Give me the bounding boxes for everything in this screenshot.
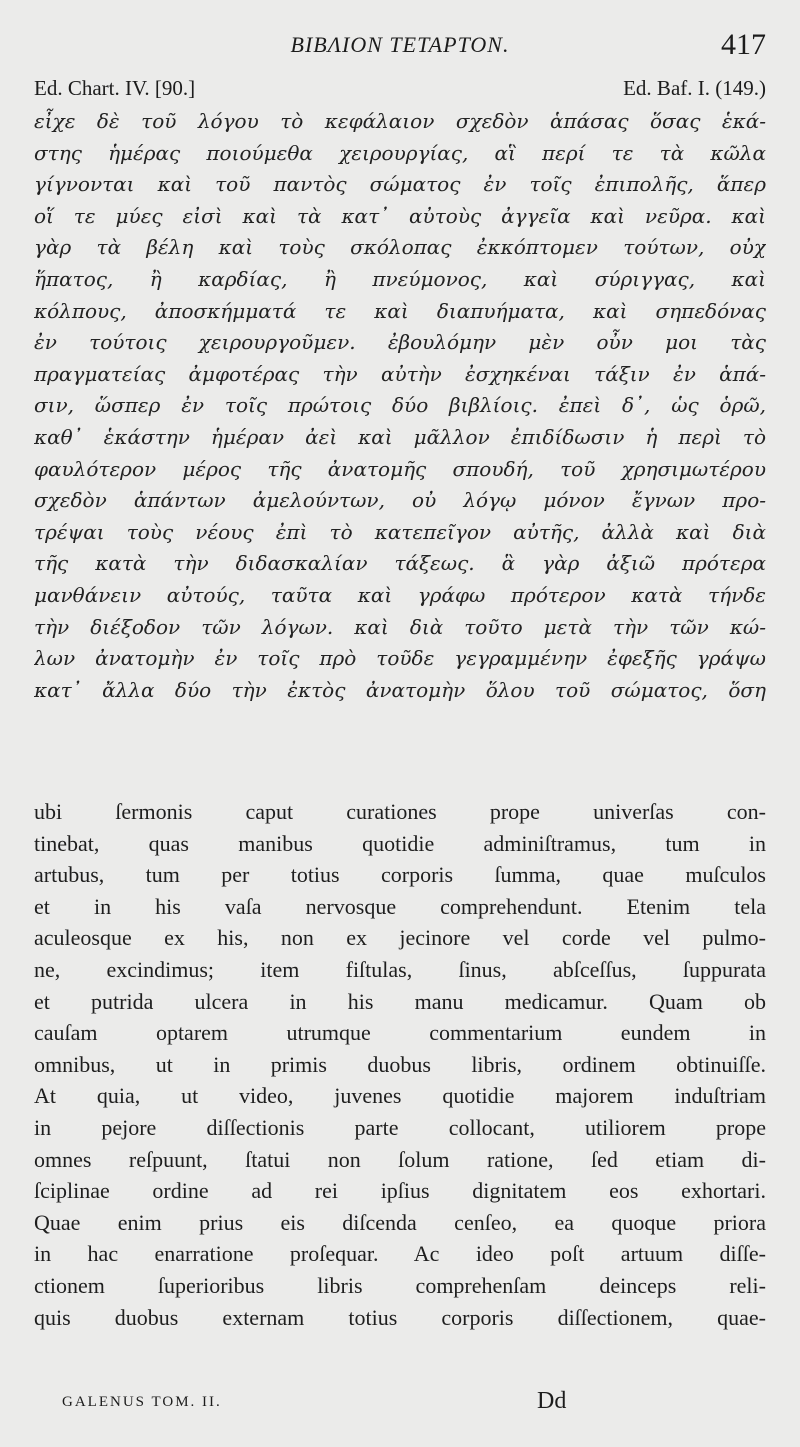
greek-text-line: τῆς κατὰ τὴν διδασκαλίαν τάξεως. ἃ γὰρ ἀξιῶ πρότερα xyxy=(34,551,766,576)
latin-text-line: ne, excindimus; item fiſtulas, ſinus, abſceſſus, ſuppurata xyxy=(34,956,766,982)
latin-text-line: tinebat, quas manibus quotidie adminiſtramus, tum in xyxy=(34,830,766,856)
latin-text-line: ſciplinae ordine ad rei ipſius dignitatem eos exhortari. xyxy=(34,1178,766,1204)
greek-text-line: γίγνονται καὶ τοῦ παντὸς σώματος ἐν τοῖς ἐπιπολῆς, ἅπερ xyxy=(34,172,766,197)
printer-signature: GALENUS TOM. II. xyxy=(62,1394,222,1410)
latin-text-line: et in his vaſa nervosque comprehendunt. Etenim tela xyxy=(34,893,766,919)
greek-text-line: μανθάνειν αὐτούς, ταῦτα καὶ γράφω πρότερον κατὰ τήνδε xyxy=(34,582,766,607)
latin-text-line: cauſam optarem utrumque commentarium eundem in xyxy=(34,1020,766,1046)
greek-text-block xyxy=(34,106,766,706)
latin-text-line: quis duobus externam totius corporis diſſectionem, quae- xyxy=(34,1304,766,1330)
latin-text-line: aculeosque ex his, non ex jecinore vel corde vel pulmo- xyxy=(34,925,766,951)
latin-text-line: artubus, tum per totius corporis ſumma, quae muſculos xyxy=(34,862,766,888)
latin-text-line: in hac enarratione proſequar. Ac ideo poſt artuum diſſe- xyxy=(34,1241,766,1267)
greek-text-line: καθ᾽ ἑκάστην ἡμέραν ἀεὶ καὶ μᾶλλον ἐπιδίδωσιν ἡ περὶ τὸ xyxy=(34,424,766,449)
greek-text-line: ἐν τούτοις χειρουργοῦμεν. ἐβουλόμην μὲν οὖν μοι τὰς xyxy=(34,330,766,355)
greek-text-line: τρέψαι τοὺς νέους ἐπὶ τὸ κατεπεῖγον αὐτῆς, ἀλλὰ καὶ διὰ xyxy=(34,519,766,544)
latin-text-line: et putrida ulcera in his manu medicamur. Quam ob xyxy=(34,988,766,1014)
greek-text-line: τὴν διέξοδον τῶν λόγων. καὶ διὰ τοῦτο μετὰ τὴν τῶν κώ- xyxy=(34,614,766,639)
greek-text-line: κόλπους, ἀποσκήμματά τε καὶ διαπυήματα, καὶ σηπεδόνας xyxy=(34,298,766,323)
edition-reference-line xyxy=(34,76,766,104)
latin-text-line: omnibus, ut in primis duobus libris, ordinem obtinuiſſe. xyxy=(34,1051,766,1077)
latin-text-line: ubi ſermonis caput curationes prope univerſas con- xyxy=(34,799,766,824)
latin-text-line: Quae enim prius eis diſcenda cenſeo, ea quoque priora xyxy=(34,1209,766,1235)
edition-reference-basel: Ed. Baf. I. (149.) xyxy=(623,76,766,100)
latin-text-line: ctionem ſuperioribus libris comprehenſam deinceps reli- xyxy=(34,1272,766,1298)
greek-text-line: εἶχε δὲ τοῦ λόγου τὸ κεφάλαιον σχεδὸν ἁπάσας ὅσας ἑκά- xyxy=(34,109,766,133)
greek-text-line: κατ᾽ ἄλλα δύο τὴν ἐκτὸς ἀνατομὴν ὅλου τοῦ σώματος, ὅση xyxy=(34,677,766,702)
greek-text-line: οἵ τε μύες εἰσὶ καὶ τὰ κατ᾽ αὐτοὺς ἀγγεῖα καὶ νεῦρα. καὶ xyxy=(34,203,766,228)
latin-text-line: omnes reſpuunt, ſtatui non ſolum ratione, ſed etiam di- xyxy=(34,1146,766,1172)
greek-text-line: γὰρ τὰ βέλη καὶ τοὺς σκόλοπας ἐκκόπτομεν τούτων, οὐχ xyxy=(34,235,766,260)
page-number: 417 xyxy=(721,28,766,61)
signature-mark: Dd xyxy=(537,1388,567,1414)
greek-text-line: φαυλότερον μέρος τῆς ἀνατομῆς σπουδή, τοῦ χρησιμωτέρου xyxy=(34,456,766,481)
latin-text-block xyxy=(34,796,766,1333)
latin-text-line: in pejore diſſectionis parte collocant, utiliorem prope xyxy=(34,1114,766,1140)
greek-text-line: λων ἀνατομὴν ἐν τοῖς πρὸ τοῦδε γεγραμμένην ἐφεξῆς γράψω xyxy=(34,646,766,671)
latin-text-line: At quia, ut video, juvenes quotidie majorem induſtriam xyxy=(34,1083,766,1109)
edition-reference-chartier: Ed. Chart. IV. [90.] xyxy=(34,76,196,100)
greek-text-line: στης ἡμέρας ποιούμεθα χειρουργίας, αἳ περί τε τὰ κῶλα xyxy=(34,140,766,165)
greek-text-line: σιν, ὥσπερ ἐν τοῖς πρώτοις δύο βιβλίοις. ἐπεὶ δ᾽, ὡς ὁρῶ, xyxy=(34,393,766,418)
greek-text-line: ἥπατος, ἢ καρδίας, ἢ πνεύμονος, καὶ σύριγγας, καὶ xyxy=(34,266,766,291)
greek-text-line: πραγματείας ἀμφοτέρας τὴν αὐτὴν ἐσχηκέναι τάξιν ἐν ἁπά- xyxy=(34,361,766,386)
greek-text-line: σχεδὸν ἁπάντων ἀμελούντων, οὐ λόγῳ μόνον ἔγνων προ- xyxy=(34,488,766,513)
page-footer xyxy=(62,1390,760,1420)
running-title: ΒΙΒΛΙΟΝ ΤΕΤΑΡΤΟΝ. xyxy=(290,32,510,57)
